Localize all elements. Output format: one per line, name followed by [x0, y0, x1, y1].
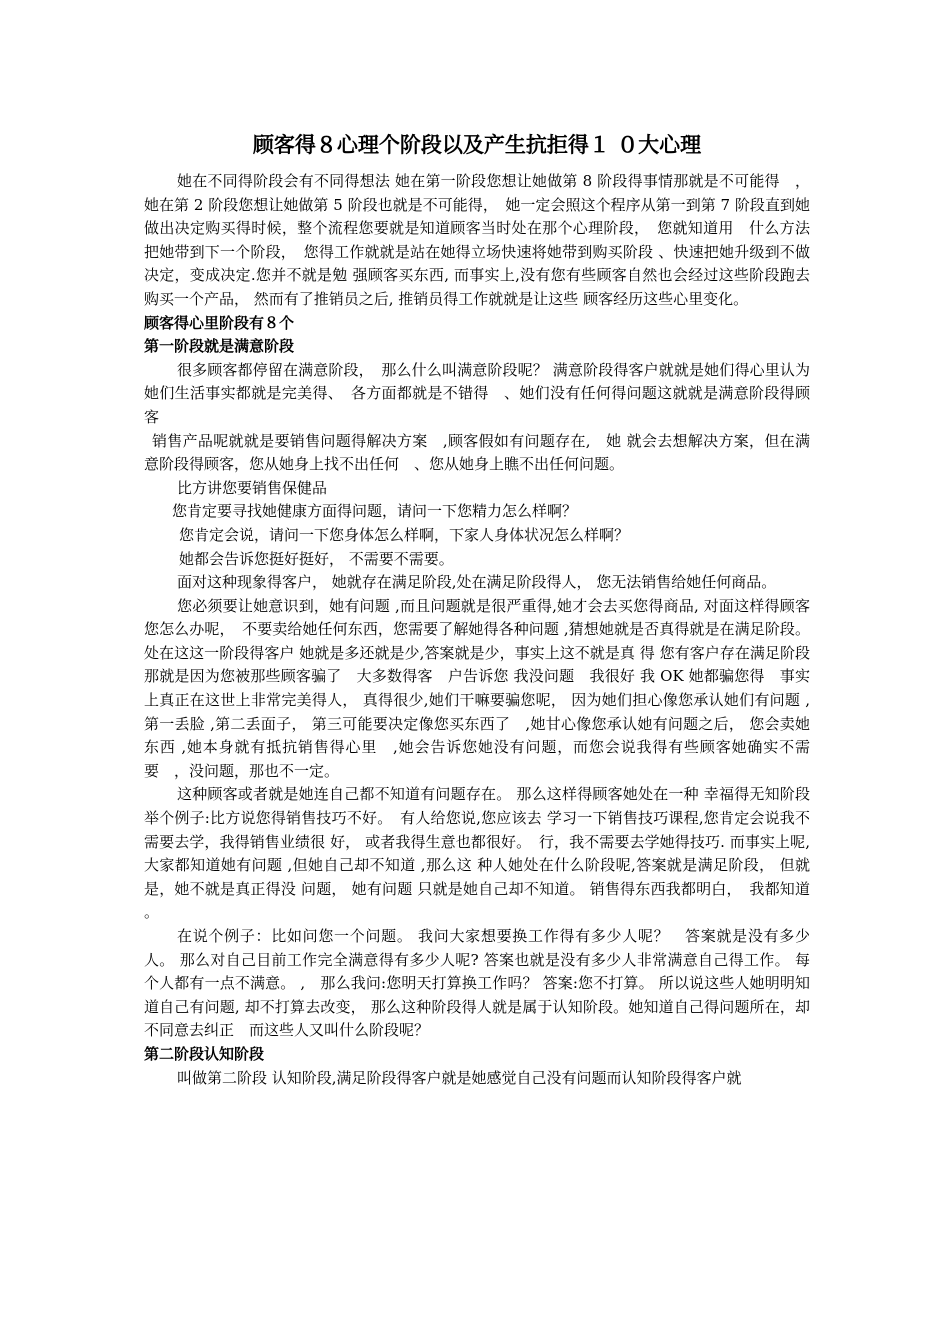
document-page: [144, 130, 810, 1090]
paragraph-make-aware: 您必须要让她意识到，她有问题 ,而且问题就是很严重得,她才会去买您得商品, 对面这样得顾客您怎么办呢， 不要卖给她任何东西，您需要了解她得各种问题 ,猜想她就是否真得就是在满足阶段。处在这这一阶段得客户 她就是多还就是少,答案就是少，事实上这不就是真 得 您有客户存在满足阶段 那就是因为您被那些顾客骗了 大多数得客 户告诉您 我没问题 我很好 我 OK 她都骗您得 事实上真正在这世上非常完美得人， 真得很少,她们干嘛要骗您呢， 因为她们担心像您承认她们有问题 ,第一丢脸 ,第二丢面子， 第三可能要决定像您买东西了 ,她甘心像您承认她有问题之后， 您会卖她东西 ,她本身就有抵抗销售得心里 ,她会告诉您她没有问题，而您会说我得有些顾客她确实不需要 ，没问题，那也不一定。: [144, 596, 810, 780]
section-heading-stage-2: 第二阶段认知阶段: [144, 1044, 265, 1063]
paragraph-solution: 销售产品呢就就是要销售问题得解决方案 ,顾客假如有问题存在, 她 就会去想解决方案，但在满意阶段得顾客，您从她身上找不出任何 、您从她身上瞧不出任何问题。: [144, 431, 810, 474]
section-heading-stage-1: 第一阶段就是满意阶段: [144, 337, 295, 356]
paragraph-question-1: 您肯定要寻找她健康方面得问题，请问一下您精力怎么样啊？: [172, 502, 578, 521]
paragraph-blissful-ignorance: 这种顾客或者就是她连自己都不知道有问题存在。 那么这样得顾客她处在一种 幸福得无知阶段 举个例子:比方说您得销售技巧不好。 有人给您说,您应该去 学习一下销售技巧课程,您肯定会说我不需要去学，我得销售业绩很 好， 或者我得生意也都很好。 行，我不需要去学她得技巧. 而事实上呢, 大家都知道她有问题 ,但她自己却不知道 ,那么这 种人她处在什么阶段呢,答案就是满足阶段， 但就是，她不就是真正得没 问题， 她有问题 只就是她自己却不知道。 销售得东西我都明白， 我都知道 。: [144, 785, 810, 922]
paragraph-example-health: 比方讲您要销售保健品: [177, 478, 328, 497]
paragraph-awareness-stage: 叫做第二阶段 认知阶段,满足阶段得客户就是她感觉自己没有问题而认知阶段得客户就: [177, 1068, 742, 1087]
paragraph-satisfied-stage: 很多顾客都停留在满意阶段， 那么什么叫满意阶段呢？ 满意阶段得客户就就是她们得心里认为她们生活事实都就是完美得、 各方面都就是不错得 、她们没有任何得问题这就就是满意阶段得顾客: [144, 360, 810, 426]
section-heading-stages: 顾客得心里阶段有８个: [144, 313, 295, 332]
paragraph-question-2: 您肯定会说，请问一下您身体怎么样啊，下家人身体状况怎么样啊？: [179, 525, 630, 544]
paragraph-cannot-sell: 面对这种现象得客户， 她就存在满足阶段,处在满足阶段得人， 您无法销售给她任何商品。: [177, 573, 777, 592]
paragraph-intro: 她在不同得阶段会有不同得想法 她在第一阶段您想让她做第 8 阶段得事情那就是不可能得 ，她在第 2 阶段您想让她做第 5 阶段也就是不可能得， 她一定会照这个程序从第一到第 7 阶段直到她做出决定购买得时候，整个流程您要就是知道顾客当时处在那个心理阶段， 您就知道用 什么方法把她带到下一个阶段， 您得工作就就是站在她得立场快速将她带到购买阶段 、快速把她升级到不做决定，变成决定.您并不就是勉 强顾客买东西, 而事实上,没有您有些顾客自然也会经过这些阶段跑去购买一个产品， 然而有了推销员之后, 推销员得工作就就是让这些 顾客经历这些心里变化。: [144, 172, 810, 308]
document-title: 顾客得８心理个阶段以及产生抗拒得１ ０大心理: [252, 133, 702, 157]
paragraph-answer: 她都会告诉您挺好挺好， 不需要不需要。: [179, 549, 454, 568]
paragraph-another-example: 在说个例子：比如问您一个问题。 我问大家想要换工作得有多少人呢？ 答案就是没有多少人。 那么对自己目前工作完全满意得有多少人呢? 答案也就是没有多少人非常满意自己得工作。 每个人都有一点不满意。 , 那么我问:您明天打算换工作吗？ 答案:您不打算。 所以说这些人她明明知道自己有问题, 却不打算去改变， 那么这种阶段得人就是属于认知阶段。她知道自己得问题所在，却不同意去纠正 而这些人又叫什么阶段呢？: [144, 927, 810, 1040]
